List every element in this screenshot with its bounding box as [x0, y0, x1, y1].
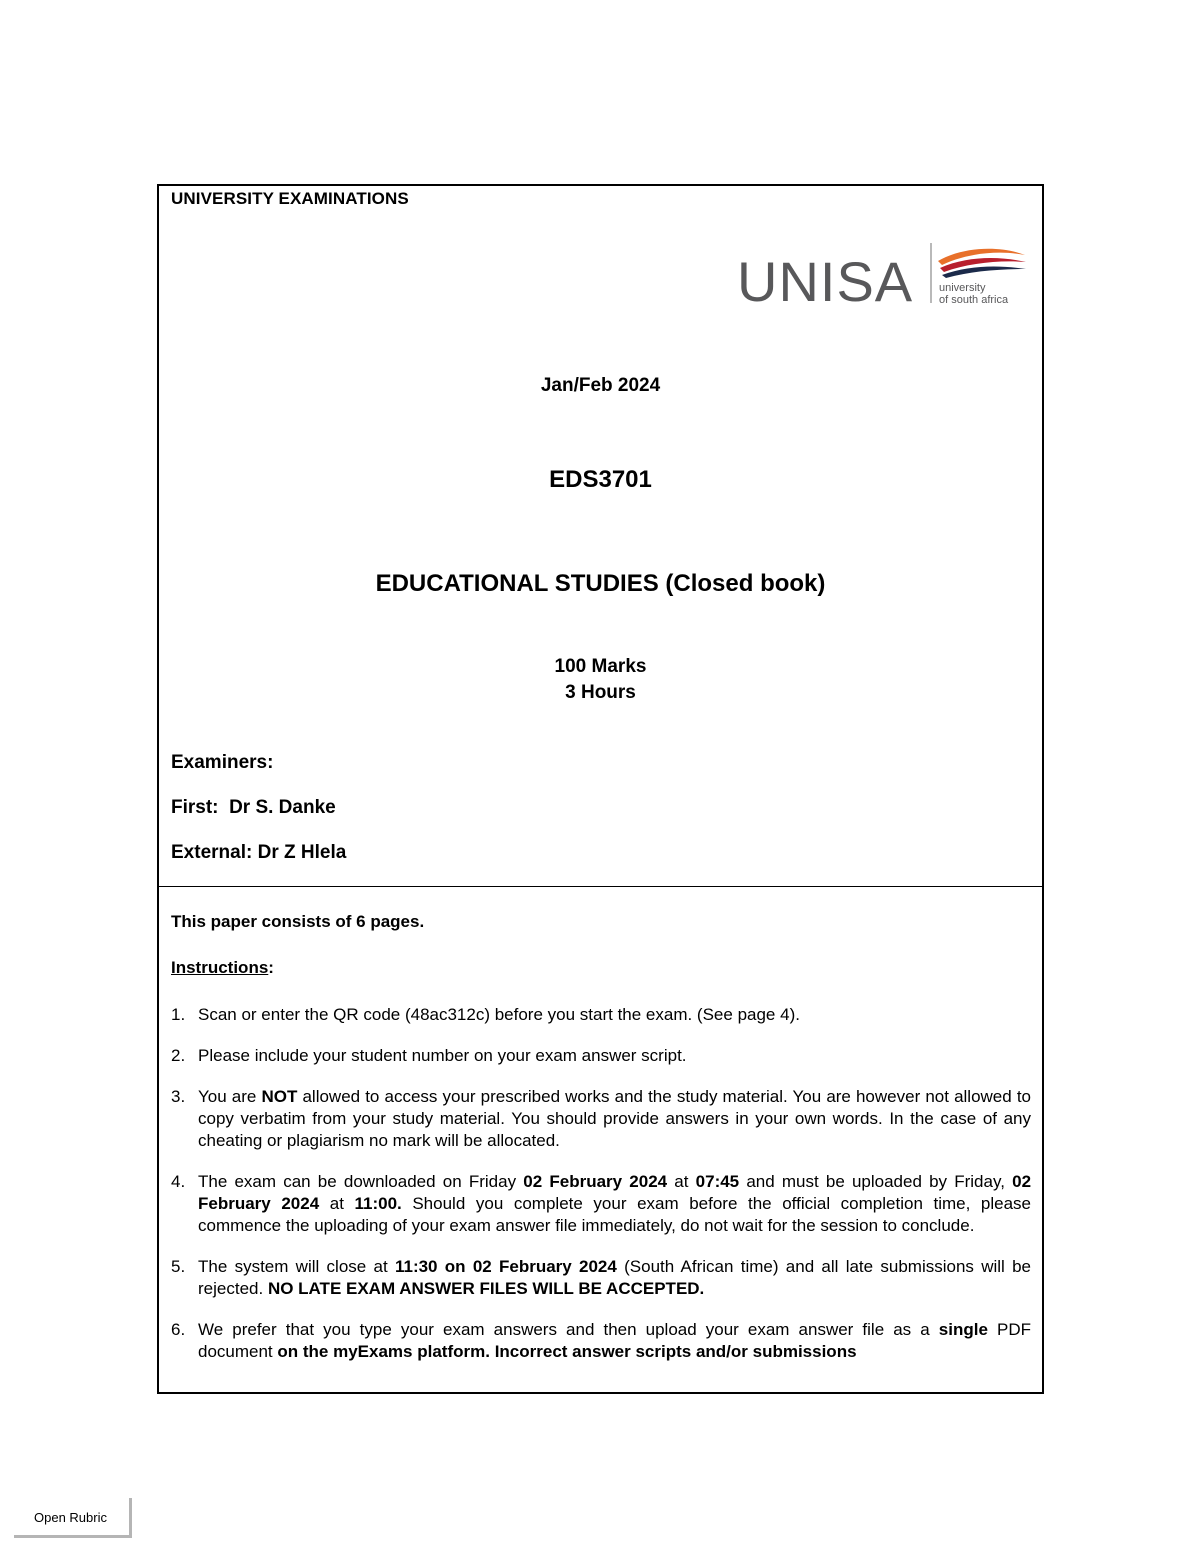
instruction-bold-text: on the myExams platform.: [277, 1342, 490, 1361]
instruction-item: [171, 1319, 1031, 1363]
instruction-bold-text: 02 February 2024: [523, 1172, 668, 1191]
instruction-number: 3.: [171, 1087, 186, 1106]
unisa-logo: [737, 241, 1032, 309]
instructions-heading-text: Instructions: [171, 958, 269, 977]
exam-duration: 3 Hours: [565, 682, 636, 703]
instruction-text: Scan or enter the QR code (48ac312c) before you start the exam. (See page 4).: [198, 1005, 800, 1024]
instruction-number: 6.: [171, 1320, 186, 1339]
external-examiner-label: External:: [171, 842, 253, 863]
first-examiner: [171, 797, 336, 819]
instruction-item: [171, 1086, 1031, 1152]
instruction-item: [171, 1004, 1031, 1026]
instruction-number: 5.: [171, 1257, 186, 1276]
exam-type-label: UNIVERSITY EXAMINATIONS: [171, 189, 409, 208]
external-examiner: [171, 842, 346, 864]
instruction-item: [171, 1045, 1031, 1067]
open-rubric-button[interactable]: Open Rubric: [14, 1498, 132, 1538]
instruction-bold-text: NOT: [261, 1087, 298, 1106]
exam-session: Jan/Feb 2024: [540, 375, 661, 396]
instruction-text: at: [319, 1194, 355, 1213]
instruction-text: and must be uploaded by Friday,: [739, 1172, 1013, 1191]
instructions-section: [171, 912, 1031, 1382]
logo-wordmark: UNISA: [737, 250, 914, 309]
logo-tagline-2: of south africa: [939, 294, 1009, 306]
instruction-number: 2.: [171, 1046, 186, 1065]
instruction-text: The system will close at: [198, 1257, 395, 1276]
external-examiner-name: Dr Z Hlela: [257, 842, 347, 863]
instruction-item: [171, 1171, 1031, 1237]
instruction-list: [171, 1004, 1031, 1363]
instruction-text: We prefer that you type your exam answers and then upload your exam answer file as a: [198, 1320, 939, 1339]
cover-header-section: [159, 186, 1042, 887]
instruction-bold-text: NO LATE EXAM ANSWER FILES WILL BE ACCEPTED.: [267, 1279, 705, 1298]
instruction-bold-text: 11:30 on 02 February 2024: [394, 1257, 617, 1276]
first-examiner-label: First:: [171, 797, 219, 818]
instruction-bold-text: Incorrect answer scripts and/or submissions: [494, 1342, 857, 1361]
module-title: EDUCATIONAL STUDIES (Closed book): [375, 570, 826, 597]
instruction-text: allowed to access your prescribed works and the study material. You are however not allowed to copy verbatim from your study material. You should provide answers in your own words. In the case of any cheating or plagiarism no mark will be allocated.: [198, 1087, 1031, 1150]
instruction-item: [171, 1256, 1031, 1300]
instruction-bold-text: 07:45: [695, 1172, 740, 1191]
instructions-heading: [171, 958, 1031, 980]
instruction-text: You are: [198, 1087, 262, 1106]
instructions-heading-colon: :: [268, 958, 274, 977]
first-examiner-name: Dr S. Danke: [229, 797, 336, 818]
logo-tagline-1: university: [939, 282, 986, 294]
instruction-number: 1.: [171, 1005, 186, 1024]
instruction-text: The exam can be downloaded on Friday: [198, 1172, 524, 1191]
instruction-number: 4.: [171, 1172, 186, 1191]
instruction-text: PDF document: [198, 1320, 1031, 1361]
instruction-bold-text: 11:00.: [354, 1194, 402, 1213]
instruction-bold-text: single: [938, 1320, 988, 1339]
instruction-text: Please include your student number on your exam answer script.: [198, 1046, 687, 1065]
module-code: EDS3701: [549, 466, 652, 493]
total-marks: 100 Marks: [554, 656, 647, 677]
instruction-text: Should you complete your exam before the official completion time, please commence the uploading of your exam answer file immediately, do not wait for the session to conclude.: [198, 1194, 1031, 1235]
exam-cover-frame: [157, 184, 1044, 1394]
page-count-statement: This paper consists of 6 pages.: [171, 912, 425, 931]
instruction-text: (South African time) and all late submissions will be rejected.: [198, 1257, 1031, 1298]
instruction-bold-text: 02 February 2024: [198, 1172, 1032, 1213]
examiners-heading: Examiners:: [171, 752, 274, 773]
instruction-text: at: [667, 1172, 696, 1191]
